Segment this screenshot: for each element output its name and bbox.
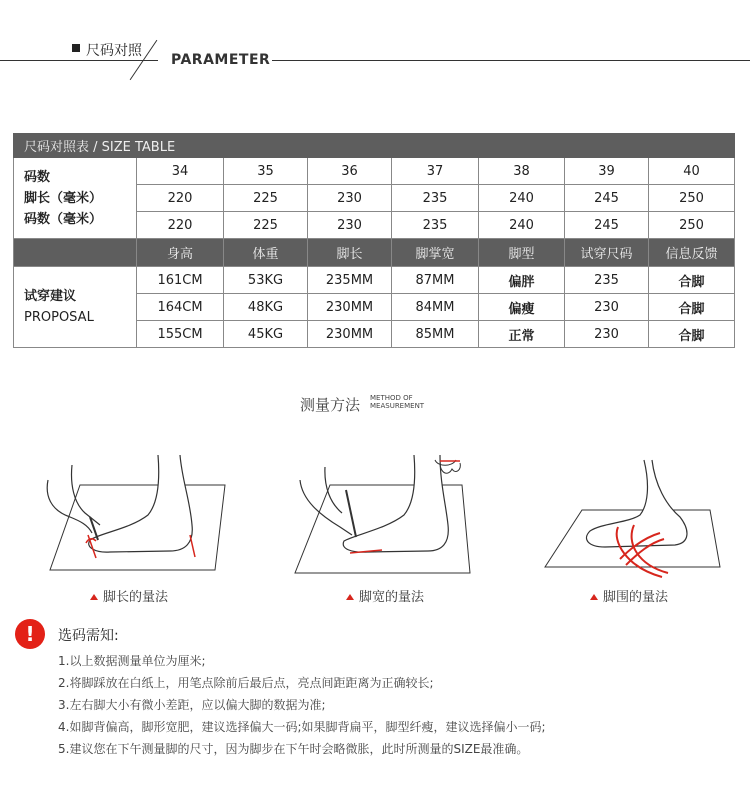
note-item: 1.以上数据测量单位为厘米; <box>58 654 206 668</box>
trial-cell: 230MM <box>308 294 392 321</box>
size-mm-cell: 230 <box>308 212 392 239</box>
size-mm-cell: 240 <box>479 212 565 239</box>
note-item: 3.左右脚大小有微小差距，应以偏大脚的数据为准; <box>58 698 326 712</box>
trial-header: 信息反馈 <box>649 239 735 267</box>
foot-girth-illustration <box>540 455 740 580</box>
trial-cell: 偏胖 <box>479 267 565 294</box>
notes-title: 选码需知: <box>58 628 119 644</box>
trial-cell: 合脚 <box>649 321 735 348</box>
note-item: 5.建议您在下午测量脚的尺寸，因为脚步在下午时会略微胀，此时所测量的SIZE最准确。 <box>58 742 529 756</box>
size-cell: 39 <box>565 158 649 185</box>
size-mm-cell: 250 <box>649 212 735 239</box>
foot-length-cell: 240 <box>479 185 565 212</box>
caption-foot-girth-text: 脚围的量法 <box>603 590 669 605</box>
trial-header: 身高 <box>137 239 224 267</box>
trial-cell: 161CM <box>137 267 224 294</box>
size-cell: 38 <box>479 158 565 185</box>
header-bullet <box>72 44 80 52</box>
alert-icon: ! <box>15 619 45 649</box>
foot-length-cell: 230 <box>308 185 392 212</box>
size-cell: 40 <box>649 158 735 185</box>
red-triangle-icon <box>590 594 598 600</box>
trial-cell: 53KG <box>224 267 308 294</box>
size-mm-cell: 225 <box>224 212 308 239</box>
header-divider-right <box>272 60 750 61</box>
method-title-en <box>370 394 424 410</box>
header-divider-left <box>0 60 158 61</box>
foot-length-illustration <box>40 455 240 580</box>
trial-cell: 87MM <box>392 267 479 294</box>
trial-cell: 230MM <box>308 321 392 348</box>
trial-cell: 48KG <box>224 294 308 321</box>
header-title-cn: 尺码对照 <box>86 43 142 59</box>
foot-width-illustration <box>290 455 490 580</box>
trial-header: 脚长 <box>308 239 392 267</box>
caption-foot-length <box>90 586 168 605</box>
trial-header: 试穿尺码 <box>565 239 649 267</box>
trial-cell: 合脚 <box>649 267 735 294</box>
caption-foot-length-text: 脚长的量法 <box>103 590 169 605</box>
trial-cell: 230 <box>565 294 649 321</box>
trial-header: 脚型 <box>479 239 565 267</box>
foot-length-cell: 245 <box>565 185 649 212</box>
caption-foot-width <box>346 586 424 605</box>
trial-cell: 235MM <box>308 267 392 294</box>
foot-length-cell: 220 <box>137 185 224 212</box>
size-cell: 37 <box>392 158 479 185</box>
note-item: 2.将脚踩放在白纸上，用笔点除前后最后点，亮点间距距离为正确较长; <box>58 676 434 690</box>
red-triangle-icon <box>90 594 98 600</box>
size-table <box>13 133 735 348</box>
foot-length-cell: 250 <box>649 185 735 212</box>
size-cell: 36 <box>308 158 392 185</box>
trial-cell: 85MM <box>392 321 479 348</box>
size-cell: 35 <box>224 158 308 185</box>
red-triangle-icon <box>346 594 354 600</box>
trial-cell: 164CM <box>137 294 224 321</box>
method-title-en-line1: METHOD OF <box>370 394 413 402</box>
proposal-label-cell <box>14 267 137 348</box>
trial-header: 体重 <box>224 239 308 267</box>
trial-cell: 偏瘦 <box>479 294 565 321</box>
trial-cell: 正常 <box>479 321 565 348</box>
proposal-label-cn: 试穿建议 <box>24 289 77 304</box>
trial-cell: 230 <box>565 321 649 348</box>
trial-cell: 45KG <box>224 321 308 348</box>
notes-list <box>58 650 546 760</box>
trial-cell: 155CM <box>137 321 224 348</box>
size-mm-cell: 235 <box>392 212 479 239</box>
size-label-cell <box>14 158 137 239</box>
note-item: 4.如脚背偏高，脚形宽肥，建议选择偏大一码;如果脚背扁平，脚型纤瘦，建议选择偏小一码; <box>58 720 546 734</box>
table-caption: 尺码对照表 / SIZE TABLE <box>14 134 735 158</box>
size-mm-cell: 245 <box>565 212 649 239</box>
size-mm-label: 码数（毫米） <box>24 211 103 227</box>
foot-length-label: 脚长（毫米） <box>24 190 103 206</box>
proposal-label-en: PROPOSAL <box>24 310 94 325</box>
foot-length-cell: 225 <box>224 185 308 212</box>
header-blank-cell <box>14 239 137 267</box>
trial-cell: 84MM <box>392 294 479 321</box>
foot-length-cell: 235 <box>392 185 479 212</box>
trial-cell: 235 <box>565 267 649 294</box>
method-title-en-line2: MEASUREMENT <box>370 402 425 410</box>
caption-foot-girth <box>590 586 668 605</box>
trial-cell: 合脚 <box>649 294 735 321</box>
size-cell: 34 <box>137 158 224 185</box>
header-title-en: PARAMETER <box>171 52 271 68</box>
size-mm-cell: 220 <box>137 212 224 239</box>
method-title: 测量方法 <box>300 396 361 414</box>
caption-foot-width-text: 脚宽的量法 <box>359 590 425 605</box>
trial-header: 脚掌宽 <box>392 239 479 267</box>
size-label: 码数 <box>24 169 51 185</box>
